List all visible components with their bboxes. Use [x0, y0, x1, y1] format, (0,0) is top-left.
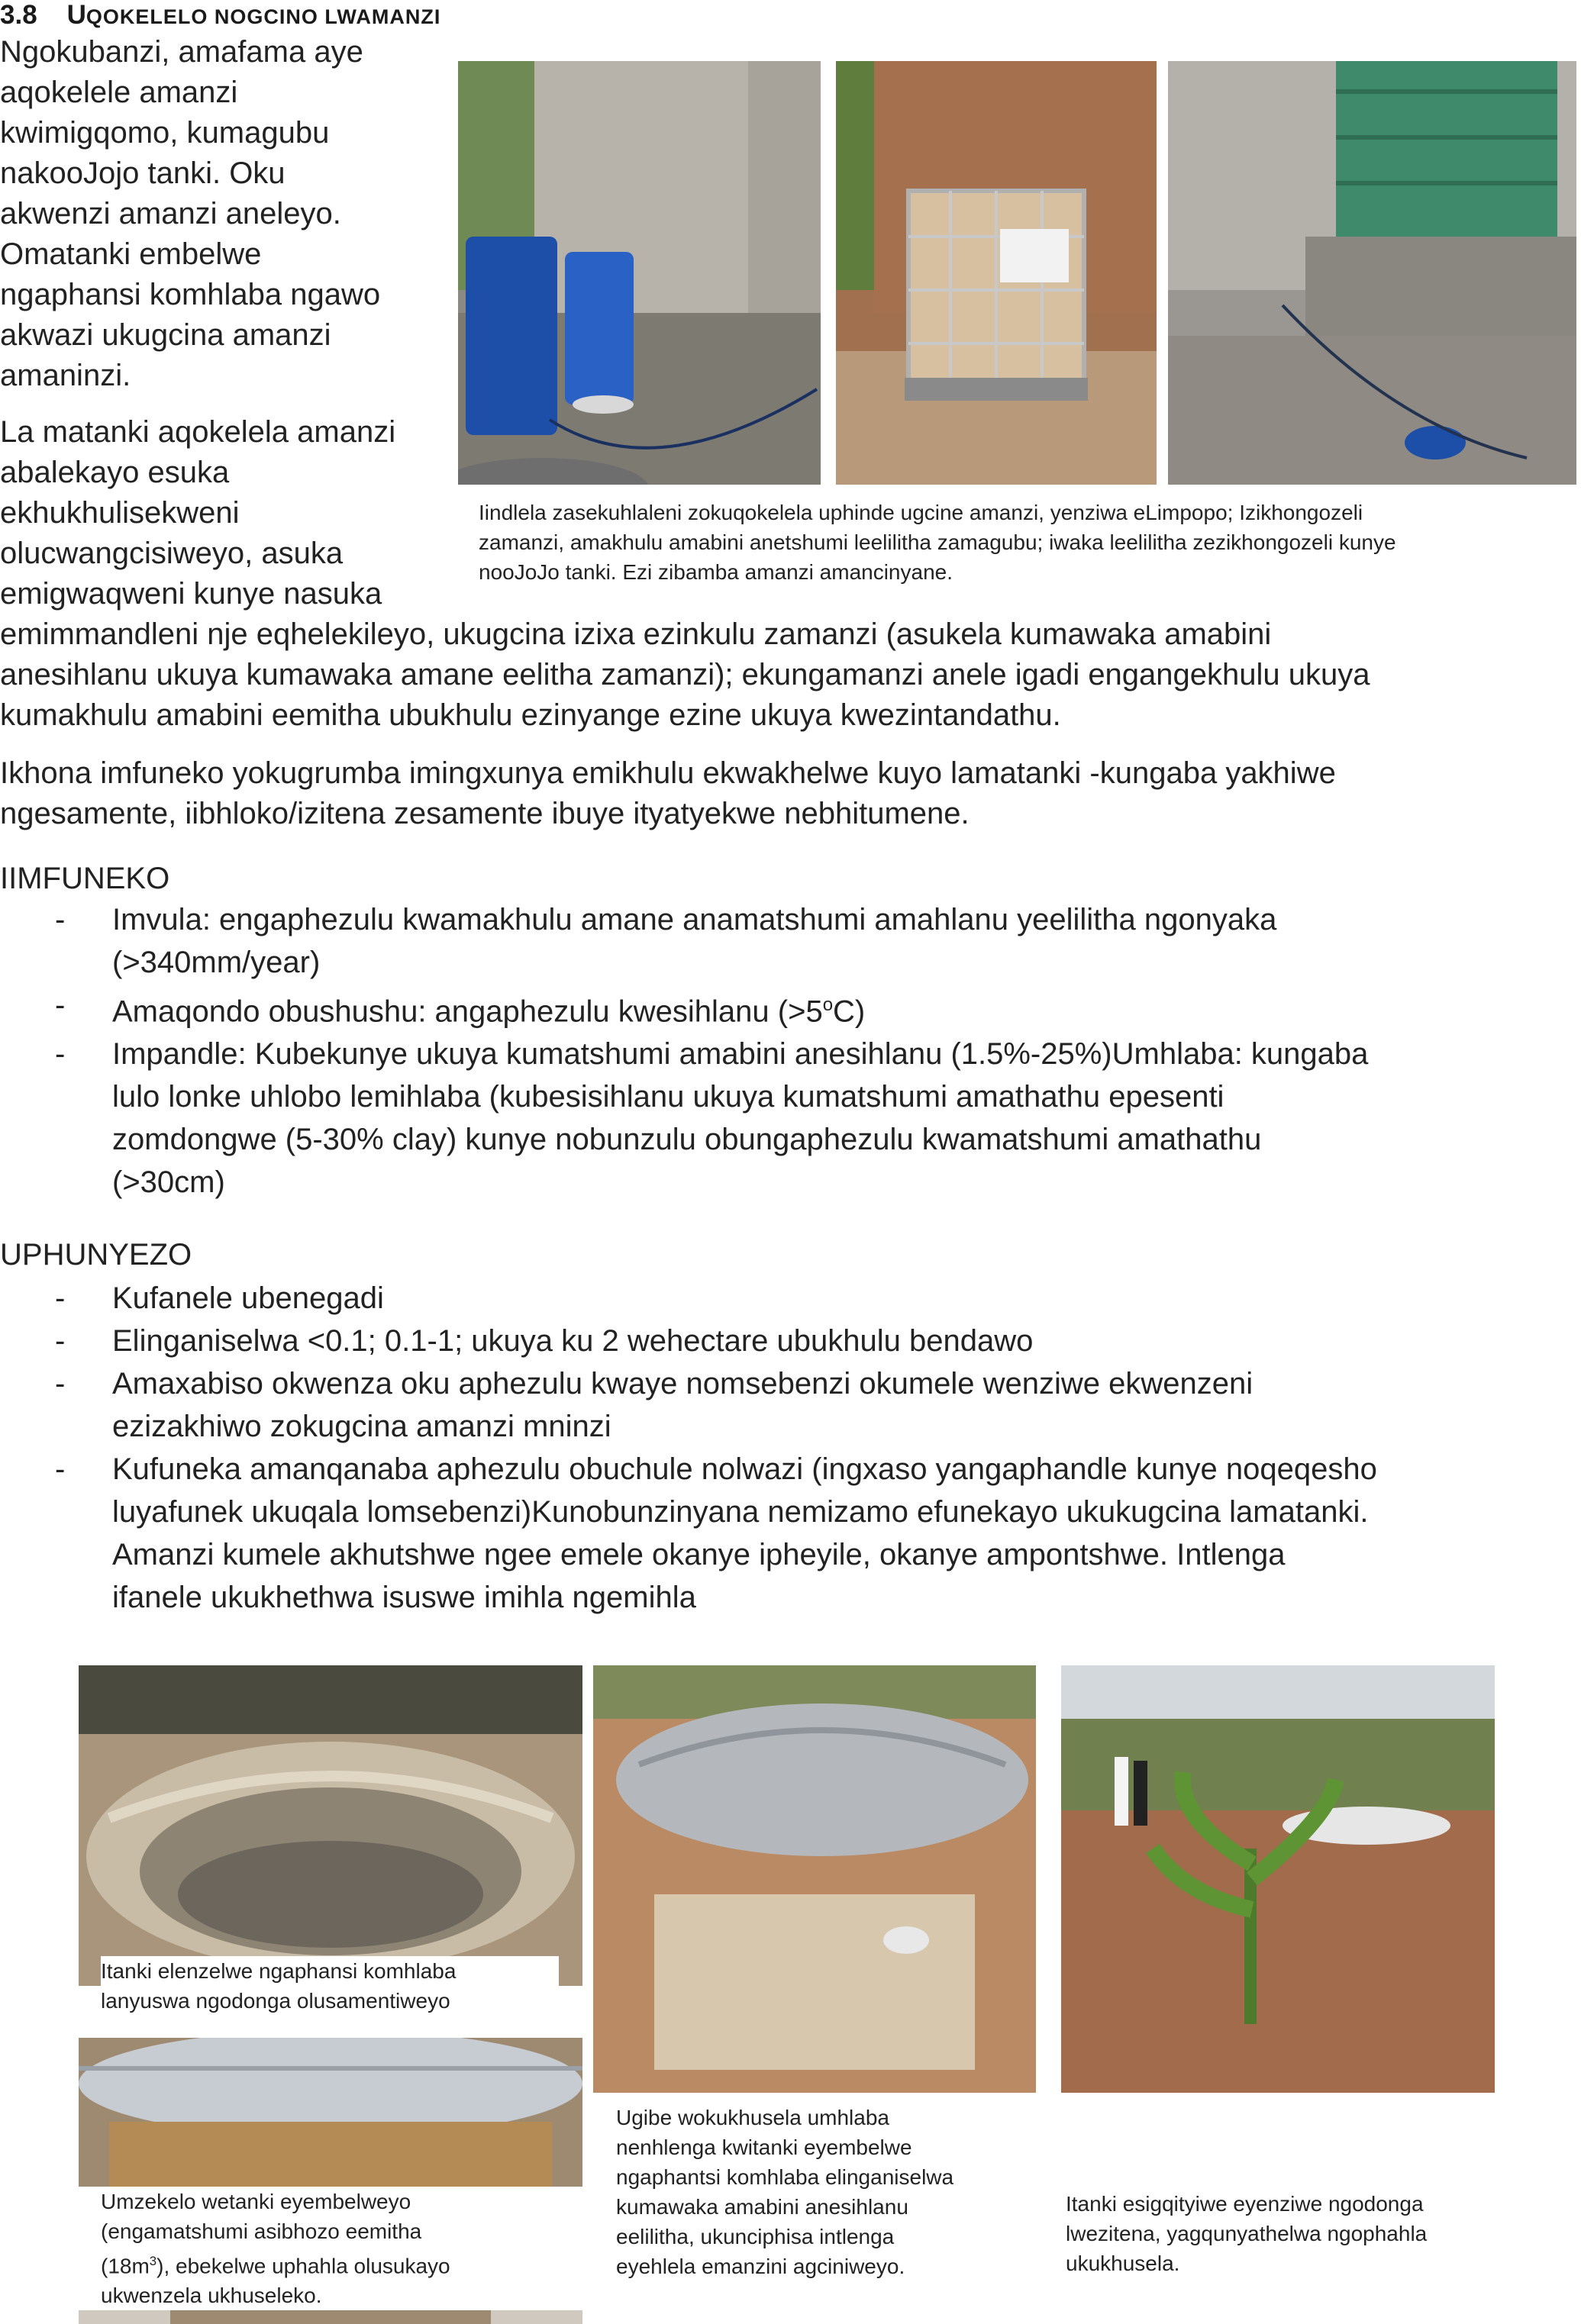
photo-ibc-tank: [836, 61, 1157, 485]
text-line: Ngokubanzi, amafama aye: [0, 35, 363, 69]
text-line: akwenzi amanzi aneleyo.: [0, 197, 341, 230]
caption-finished-tank: [1061, 2189, 1495, 2278]
caption-line: (engamatshumi asibhozo eemitha: [101, 2219, 422, 2243]
text-line: Amaxabiso okwenza oku aphezulu kwaye nomsebenzi okumele wenziwe ekwenzeni: [112, 1367, 1254, 1401]
list-item: - Elinganiselwa <0.1; 0.1-1; ukuya ku 2 wehectare ubukhulu bendawo: [0, 1320, 1450, 1362]
section-number: 3.8: [0, 0, 37, 30]
text-fragment: (18m: [101, 2254, 150, 2278]
text-line: Imvula: engaphezulu kwamakhulu amane anamatshumi amahlanu yeelilitha ngonyaka: [112, 903, 1277, 936]
list-item: - Kufanele ubenegadi: [0, 1277, 1450, 1320]
caption-silt-trap: [593, 2103, 1036, 2281]
text-line: akwazi ukugcina amanzi: [0, 318, 331, 352]
text-line: (>340mm/year): [112, 946, 321, 979]
text-line: amaninzi.: [0, 359, 131, 392]
list-item: - Kufuneka amanqanaba aphezulu obuchule nolwazi (ingxaso yangaphandle kunye noqeqesho luyafunek ukuqala lomsebenzi)Kunobunzinyana nemizamo efunekayo ukukugcina lamatanki. Amanzi kumele akhutshwe ngee emele okanye ipheyile, okanye ampontshwe. Intlenga ifanele ukukhethwa isuswe imihla ngemihla: [0, 1448, 1450, 1619]
intro-paragraph-3: [0, 753, 1450, 834]
intro-paragraph-2-wrapped: [0, 412, 450, 614]
considerations-list: [0, 1277, 1450, 1619]
superscript: 3: [149, 2254, 157, 2268]
text-fragment: C): [833, 994, 866, 1029]
text-line: ngaphansi komhlaba ngawo: [0, 278, 381, 311]
text-line: Impandle: Kubekunye ukuya kumatshumi amabini anesihlanu (1.5%-25%)Umhlaba: kungaba: [112, 1037, 1369, 1072]
caption-line: zamanzi, amakhulu amabini anetshumi leelilitha zamagubu; iwaka leelilitha zezikhongozeli kunye: [479, 530, 1396, 554]
text-line: aqokelele amanzi: [0, 76, 238, 109]
text-line: olucwangcisiweyo, asuka: [0, 537, 344, 570]
text-line: luyafunek ukuqala lomsebenzi)Kunobunzinyana nemizamo efunekayo ukukugcina lamatanki.: [112, 1495, 1369, 1529]
caption-line: nenhlenga kwitanki eyembelwe: [616, 2135, 912, 2159]
text-line: Omatanki embelwe: [0, 237, 262, 271]
caption-line: ngaphantsi komhlaba elinganiselwa: [616, 2165, 954, 2189]
caption-line: nooJoJo tanki. Ezi zibamba amanzi amancinyane.: [479, 560, 953, 584]
text-line: kwimigqomo, kumagubu: [0, 116, 330, 150]
text-line: Kufuneka amanqanaba aphezulu obuchule nolwazi (ingxaso yangaphandle kunye noqeqesho: [112, 1452, 1377, 1486]
text-line: ezizakhiwo zokugcina amanzi mninzi: [112, 1410, 611, 1443]
text-line: Elinganiselwa <0.1; 0.1-1; ukuya ku 2 wehectare ubukhulu bendawo: [112, 1324, 1034, 1358]
text-line: nakooJojo tanki. Oku: [0, 156, 286, 190]
photo-silt-trap: [593, 1665, 1036, 2093]
text-line: abalekayo esuka: [0, 456, 230, 489]
text-line: [112, 984, 1450, 1033]
intro-paragraph-2-full: [0, 614, 1450, 736]
text-line: Ikhona imfuneko yokugrumba imingxunya emikhulu ekwakhelwe kuyo lamatanki -kungaba yakhiwe: [0, 756, 1336, 790]
text-line: zomdongwe (5-30% clay) kunye nobunzulu obungaphezulu kwamatshumi amathathu: [112, 1123, 1262, 1157]
text-line: La matanki aqokelela amanzi: [0, 415, 396, 449]
text-line: anesihlanu ukuya kumawaka amane eelitha zamanzi); ekungamanzi anele igadi engangekhulu ukuya: [0, 658, 1370, 691]
caption-line: [101, 2246, 582, 2280]
photo-brick-tank-construction: [79, 1665, 582, 1986]
considerations-heading: UPHUNYEZO: [0, 1238, 192, 1272]
caption-line: eyehlela emanzini agciniweyo.: [616, 2255, 905, 2278]
text-line: (>30cm): [112, 1165, 225, 1200]
text-line: kumakhulu amabini eemitha ubukhulu ezinyange ezine ukuya kwezintandathu.: [0, 698, 1061, 732]
caption-line: Ugibe wokukhusela umhlaba: [616, 2106, 889, 2129]
intro-paragraph-1: [0, 32, 450, 396]
requirements-heading: IIMFUNEKO: [0, 862, 170, 895]
caption-line: lanyuswa ngodonga olusamentiweyo: [101, 1989, 450, 2013]
text-line: ifanele ukukhethwa isuswe imihla ngemihla: [112, 1581, 696, 1614]
caption-line: Itanki elenzelwe ngaphansi komhlaba: [101, 1959, 457, 1983]
caption-line: lwezitena, yagqunyathelwa ngophahla: [1066, 2222, 1428, 2245]
section-heading: [0, 0, 440, 32]
caption-line: Umzekelo wetanki eyembelweyo: [101, 2190, 411, 2213]
photo-jojo-tank: [1168, 61, 1576, 485]
text-fragment: Amaqondo obushushu: angaphezulu kwesihlanu (>5: [112, 994, 823, 1029]
text-line: ekhukhulisekweni: [0, 496, 240, 530]
superscript: o: [822, 994, 834, 1015]
caption-brick-tank: [101, 1956, 559, 2016]
text-line: Amanzi kumele akhutshwe ngee emele okanye ipheyile, okanye ampontshwe. Intlenga: [112, 1538, 1286, 1571]
text-line: lulo lonke uhlobo lemihlaba (kubesisihlanu ukuya kumatshumi amathathu epesenti: [112, 1080, 1224, 1114]
text-line: emigwaqweni kunye nasuka: [0, 577, 382, 611]
caption-line: kumawaka amabini anesihlanu: [616, 2195, 908, 2219]
text-line: Kufanele ubenegadi: [112, 1281, 384, 1315]
photo-blue-drums: [458, 61, 821, 485]
caption-line: Itanki esigqityiwe eyenziwe ngodonga: [1066, 2192, 1424, 2216]
section-title-initial: U: [66, 0, 86, 30]
list-item: - Impandle: Kubekunye ukuya kumatshumi amabini anesihlanu (1.5%-25%)Umhlaba: kungaba lulo lonke uhlobo lemihlaba (kubesisihlanu ukuya kumatshumi amathathu epesenti zomdongwe (5-30% clay) kunye nobunzulu obungaphezulu kwamatshumi amathathu (>30cm): [0, 1033, 1450, 1204]
caption-line: ukwenzela ukhuseleko.: [101, 2284, 322, 2308]
list-item: - Amaxabiso okwenza oku aphezulu kwaye nomsebenzi okumele wenziwe ekwenzeni ezizakhiwo zokugcina amanzi mninzi: [0, 1362, 1450, 1448]
caption-line: ukukhusela.: [1066, 2251, 1180, 2275]
text-line: ngesamente, iibhloko/izitena zesamente ibuye ityatyekwe nebhitumene.: [0, 797, 970, 830]
caption-covered-tank: [79, 2187, 582, 2310]
text-fragment: ), ebekelwe uphahla olusukayo: [156, 2254, 450, 2278]
list-item: - Amaqondo obushushu: angaphezulu kwesihlanu $(>5^oC)$: [0, 984, 1450, 1033]
section-title-rest: QOKELELO NOGCINO LWAMANZI: [86, 5, 441, 28]
top-photos-caption: [479, 498, 1563, 587]
requirements-list: [0, 898, 1450, 1204]
text-line: emimmandleni nje eqhelekileyo, ukugcina izixa ezinkulu zamanzi (asukela kumawaka amabini: [0, 617, 1272, 651]
caption-line: Iindlela zasekuhlaleni zokuqokelela uphinde ugcine amanzi, yenziwa eLimpopo; Izikhongozeli: [479, 501, 1363, 524]
list-item: - Imvula: engaphezulu kwamakhulu amane anamatshumi amahlanu yeelilitha ngonyaka (>340mm/year): [0, 898, 1450, 984]
photo-finished-tank-banana: [1061, 1665, 1495, 2093]
caption-line: eelilitha, ukunciphisa intlenga: [616, 2225, 895, 2248]
